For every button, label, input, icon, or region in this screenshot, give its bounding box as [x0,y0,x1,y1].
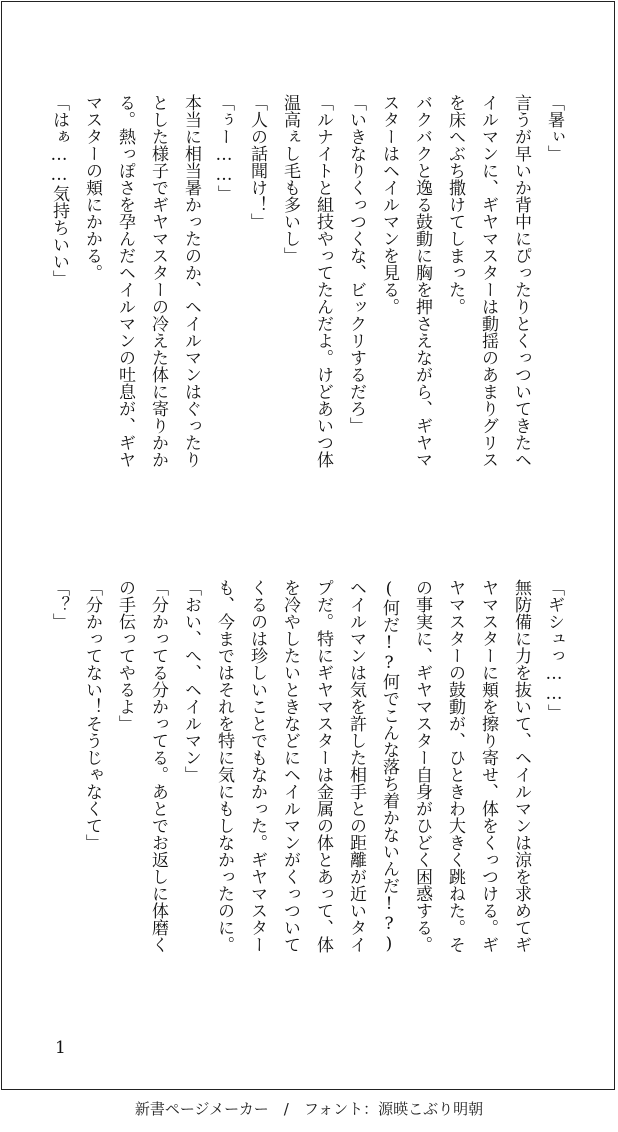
text-column: ヘイルマンは気を許した相手との距離が近いタイ [346,579,366,953]
text-column: 「分かってない！そうじゃなくて」 [82,579,102,851]
text-column: 「いきなりくっつくな、ビックリするだろ」 [346,94,366,434]
page-number: 1 [55,1038,66,1058]
text-column: の手伝ってやるよ」 [115,579,135,732]
text-column: 「おい、へ、ヘイルマン」 [181,579,201,783]
text-column: る。熱っぽさを孕んだヘイルマンの吐息が、ギヤ [115,94,135,468]
text-column: 「はぁ……気持ちいい」 [49,94,69,287]
text-column: マスターの頬にかかる。 [82,94,102,281]
text-column: の事実に、ギヤマスター自身がひどく困惑する。 [412,579,432,953]
text-column: プだ。特にギヤマスターは金属の体とあって、体 [313,579,333,953]
text-column: を床へぶち撒けてしまった。 [445,94,465,315]
text-column: 本当に相当暑かったのか、ヘイルマンはぐったり [181,94,201,468]
page-frame [1,1,615,1090]
text-column: 「暑ぃ」 [544,94,564,162]
text-column: 「ルナイトと組技やってたんだよ。けどあいつ体 [313,94,333,468]
text-column: バクバクと逸る鼓動に胸を押さえながら、ギヤマ [412,94,432,468]
text-column: 「人の話聞け！」 [247,94,267,230]
text-column: くるのは珍しいことでもなかった。ギヤマスター [247,579,267,953]
footer-credit: 新書ページメーカー / フォント：源暎こぶり明朝 [134,1100,484,1118]
text-column: ヤマスターに頬を擦り寄せ、体をくっつける。ギ [478,579,498,953]
text-column: 「分かってる分かってる。あとでお返しに体磨く [148,579,168,953]
text-column: とした様子でギヤマスターの冷えた体に寄りかか [148,94,168,468]
text-column: を冷やしたいときなどにヘイルマンがくっついて [280,579,300,953]
text-column: 言うが早いか背中にぴったりとくっついてきたヘ [511,94,531,468]
text-column: 無防備に力を抜いて、ヘイルマンは涼を求めてギ [511,579,531,953]
text-column: も、今まではそれを特に気にもしなかったのに。 [214,579,234,953]
text-column: 「ギシュっ……」 [544,579,564,721]
text-column: スターはヘイルマンを見る。 [379,94,399,315]
text-column: 温高ぇし毛も多いし」 [280,94,300,264]
text-column: イルマンに、ギヤマスターは動揺のあまりグリス [478,94,498,468]
text-column: (何だ!?何でこんな落ち着かないんだ!?) [379,579,399,954]
text-column: 「？」 [49,579,69,630]
text-column: ヤマスターの鼓動が、ひときわ大きく跳ねた。そ [445,579,465,953]
text-column: 「ぅー……」 [214,94,234,202]
